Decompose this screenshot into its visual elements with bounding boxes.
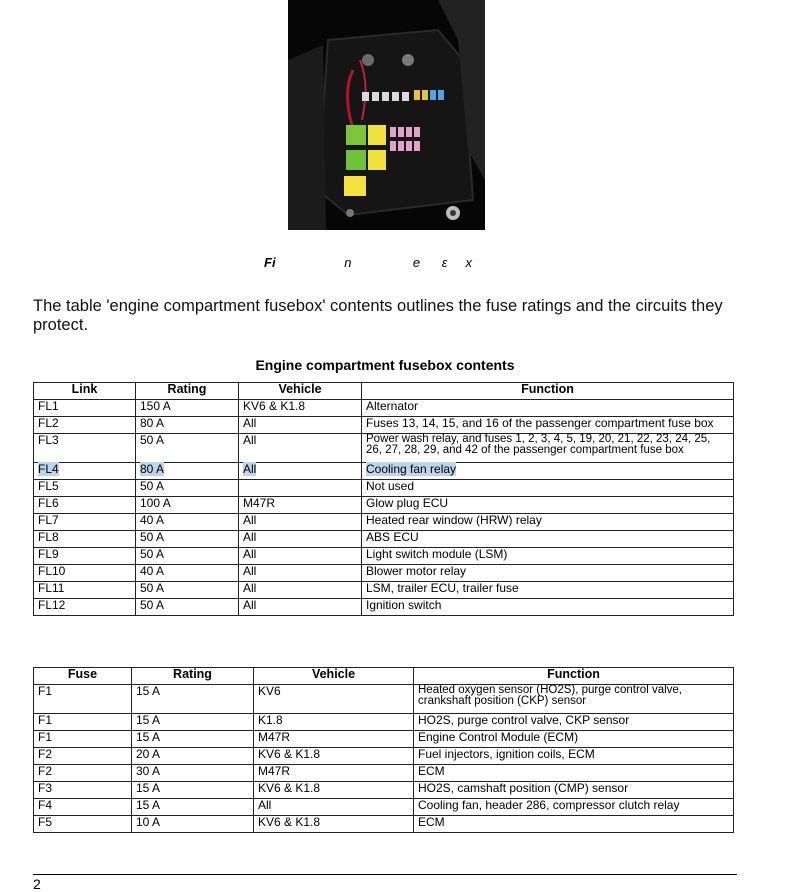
caption-part-1: Fi	[264, 255, 276, 270]
cell-vehicle	[254, 748, 414, 765]
cell-vehicle	[239, 565, 362, 582]
cell-rating	[132, 714, 254, 731]
cell-text: FL4	[38, 462, 59, 476]
cell-id	[34, 799, 132, 816]
cell-rating	[136, 599, 239, 616]
cell-text: FL6	[38, 496, 59, 510]
cell-rating	[136, 514, 239, 531]
cell-function	[362, 417, 734, 434]
cell-id	[34, 417, 136, 434]
cell-text: All	[243, 547, 257, 561]
cell-text: M47R	[258, 764, 291, 778]
cell-rating	[132, 799, 254, 816]
cell-rating	[132, 748, 254, 765]
cell-text: Power wash relay, and fuses 1, 2, 3, 4, 5, 19, 20, 21, 22, 23, 24, 25, 26, 27, 28, 29, and 42 of the passenger compartment fuse box	[366, 433, 711, 456]
cell-vehicle	[239, 531, 362, 548]
cell-vehicle	[254, 816, 414, 833]
cell-vehicle	[239, 463, 362, 480]
cell-rating	[132, 731, 254, 748]
table-title: Engine compartment fusebox contents	[255, 357, 515, 373]
cell-text: FL9	[38, 547, 59, 561]
cell-text: K1.8	[258, 713, 283, 727]
cell-function	[362, 480, 734, 497]
cell-text: All	[243, 416, 257, 430]
cell-id	[34, 748, 132, 765]
cell-text: Heated oxygen sensor (HO2S), purge control valve, crankshaft position (CKP) sensor	[418, 684, 682, 707]
cell-id	[34, 782, 132, 799]
caption-part-4: ε	[441, 255, 448, 270]
cell-function	[362, 514, 734, 531]
cell-id	[34, 765, 132, 782]
cell-rating	[136, 565, 239, 582]
cell-rating	[136, 400, 239, 417]
header-rating: Rating	[132, 668, 254, 685]
cell-text: F2	[38, 764, 53, 778]
cell-text: F2	[38, 747, 53, 761]
cell-rating	[132, 685, 254, 714]
cell-text: All	[243, 564, 257, 578]
cell-text: All	[243, 530, 257, 544]
cell-text: KV6 & K1.8	[243, 399, 306, 413]
cell-function	[362, 548, 734, 565]
cell-text: 50 A	[140, 581, 165, 595]
table-row	[34, 548, 734, 565]
table-row	[34, 400, 734, 417]
cell-id	[34, 816, 132, 833]
header-rating: Rating	[136, 383, 239, 400]
cell-vehicle	[239, 434, 362, 463]
cell-function	[414, 685, 734, 714]
table-row	[34, 748, 734, 765]
cell-rating	[136, 434, 239, 463]
cell-id	[34, 548, 136, 565]
cell-id	[34, 685, 132, 714]
cell-rating	[136, 417, 239, 434]
cell-text: Fuel injectors, ignition coils, ECM	[418, 747, 595, 761]
fusebox-photo	[288, 0, 485, 230]
cell-text: F5	[38, 815, 53, 829]
cell-text: All	[243, 433, 257, 447]
cell-id	[34, 565, 136, 582]
cell-text: KV6 & K1.8	[258, 747, 321, 761]
cell-text: 10 A	[136, 815, 161, 829]
cell-rating	[132, 816, 254, 833]
cell-text: Light switch module (LSM)	[366, 547, 508, 561]
cell-id	[34, 582, 136, 599]
fuse-table	[33, 667, 734, 833]
table-row	[34, 765, 734, 782]
cell-rating	[132, 765, 254, 782]
cell-rating	[136, 480, 239, 497]
table-row	[34, 514, 734, 531]
cell-vehicle	[239, 497, 362, 514]
cell-text: 40 A	[140, 513, 165, 527]
table-row	[34, 497, 734, 514]
cell-text: F1	[38, 730, 53, 744]
figure-caption	[264, 255, 472, 270]
cell-function	[414, 714, 734, 731]
cell-text: 50 A	[140, 479, 165, 493]
table-row	[34, 782, 734, 799]
cell-text: F1	[38, 713, 53, 727]
header-link: Link	[34, 383, 136, 400]
cell-text: Cooling fan, header 286, compressor clutch relay	[418, 798, 680, 812]
header-fuse: Fuse	[34, 668, 132, 685]
cell-text: Engine Control Module (ECM)	[418, 730, 579, 744]
cell-text: All	[243, 462, 257, 476]
cell-text: ABS ECU	[366, 530, 419, 544]
cell-rating	[136, 497, 239, 514]
cell-id	[34, 480, 136, 497]
table-row	[34, 816, 734, 833]
cell-vehicle	[254, 731, 414, 748]
cell-vehicle	[254, 799, 414, 816]
cell-text: ECM	[418, 815, 445, 829]
cell-id	[34, 714, 132, 731]
cell-text: FL5	[38, 479, 59, 493]
header-function: Function	[414, 668, 734, 685]
cell-text: All	[243, 598, 257, 612]
cell-text: F4	[38, 798, 53, 812]
cell-vehicle	[239, 599, 362, 616]
cell-function	[414, 799, 734, 816]
table-row	[34, 685, 734, 714]
cell-text: LSM, trailer ECU, trailer fuse	[366, 581, 519, 595]
cell-vehicle	[254, 685, 414, 714]
cell-text: 50 A	[140, 598, 165, 612]
table-row	[34, 799, 734, 816]
cell-text: All	[243, 513, 257, 527]
table-row	[34, 531, 734, 548]
cell-text: 100 A	[140, 496, 171, 510]
page-number: 2	[33, 876, 41, 892]
cell-vehicle	[239, 548, 362, 565]
cell-text: ECM	[418, 764, 445, 778]
cell-text: FL1	[38, 399, 59, 413]
cell-vehicle	[239, 417, 362, 434]
cell-text: 15 A	[136, 713, 161, 727]
cell-text: 50 A	[140, 547, 165, 561]
cell-text: Alternator	[366, 399, 419, 413]
cell-rating	[136, 531, 239, 548]
cell-text: Blower motor relay	[366, 564, 467, 578]
cell-id	[34, 531, 136, 548]
header-function: Function	[362, 383, 734, 400]
cell-text: Not used	[366, 479, 415, 493]
table-row	[34, 480, 734, 497]
cell-text: 15 A	[136, 684, 161, 698]
cell-function	[362, 434, 734, 463]
cell-vehicle	[254, 765, 414, 782]
cell-vehicle	[254, 782, 414, 799]
cell-text: 15 A	[136, 730, 161, 744]
cell-text: 20 A	[136, 747, 161, 761]
cell-function	[414, 748, 734, 765]
cell-text: FL8	[38, 530, 59, 544]
fusebox-image	[288, 0, 485, 230]
table-row	[34, 582, 734, 599]
cell-id	[34, 599, 136, 616]
cell-text: All	[243, 581, 257, 595]
cell-text: Heated rear window (HRW) relay	[366, 513, 542, 527]
cell-text: M47R	[258, 730, 291, 744]
cell-text: Fuses 13, 14, 15, and 16 of the passenger compartment fuse box	[366, 416, 714, 430]
cell-vehicle	[239, 514, 362, 531]
cell-text: FL7	[38, 513, 59, 527]
cell-id	[34, 731, 132, 748]
table-header-row	[34, 383, 734, 400]
cell-text: FL11	[38, 581, 65, 595]
cell-text: M47R	[243, 496, 276, 510]
table-header-row	[34, 668, 734, 685]
cell-function	[362, 599, 734, 616]
cell-rating	[136, 582, 239, 599]
table-row	[34, 463, 734, 480]
footer-rule	[33, 874, 737, 875]
cell-text: FL10	[38, 564, 66, 578]
caption-part-3: e	[412, 255, 421, 270]
cell-vehicle	[239, 582, 362, 599]
cell-vehicle	[239, 400, 362, 417]
cell-text: Glow plug ECU	[366, 496, 449, 510]
cell-vehicle	[254, 714, 414, 731]
cell-text: 15 A	[136, 781, 161, 795]
fusible-link-table	[33, 382, 734, 616]
header-vehicle: Vehicle	[254, 668, 414, 685]
cell-text: 150 A	[140, 399, 171, 413]
caption-part-5: x	[465, 255, 473, 270]
intro-paragraph: The table 'engine compartment fusebox' contents outlines the fuse ratings and the circuits they protect.	[33, 297, 723, 334]
cell-id	[34, 514, 136, 531]
cell-text: 50 A	[140, 433, 165, 447]
cell-text: FL2	[38, 416, 59, 430]
cell-text: Ignition switch	[366, 598, 442, 612]
cell-rating	[136, 548, 239, 565]
cell-rating	[132, 782, 254, 799]
cell-function	[414, 782, 734, 799]
table-row	[34, 417, 734, 434]
cell-function	[362, 565, 734, 582]
cell-text: F1	[38, 684, 53, 698]
cell-text: 40 A	[140, 564, 165, 578]
table-row	[34, 731, 734, 748]
cell-text: KV6 & K1.8	[258, 781, 321, 795]
cell-id	[34, 497, 136, 514]
cell-function	[362, 463, 734, 480]
table-row	[34, 565, 734, 582]
cell-function	[362, 531, 734, 548]
caption-part-2: n	[344, 255, 352, 270]
cell-text: FL12	[38, 598, 66, 612]
cell-text: KV6 & K1.8	[258, 815, 321, 829]
cell-text: FL3	[38, 433, 59, 447]
cell-function	[362, 497, 734, 514]
cell-text: Cooling fan relay	[366, 462, 457, 476]
cell-text: 80 A	[140, 416, 165, 430]
cell-text: 80 A	[140, 462, 165, 476]
cell-text: 15 A	[136, 798, 161, 812]
cell-text: F3	[38, 781, 53, 795]
cell-text: All	[258, 798, 272, 812]
cell-rating	[136, 463, 239, 480]
table-row	[34, 434, 734, 463]
cell-function	[362, 582, 734, 599]
cell-text: HO2S, purge control valve, CKP sensor	[418, 713, 630, 727]
table-row	[34, 599, 734, 616]
cell-function	[414, 731, 734, 748]
cell-function	[414, 816, 734, 833]
cell-text: 50 A	[140, 530, 165, 544]
cell-text: KV6	[258, 684, 281, 698]
cell-id	[34, 463, 136, 480]
cell-vehicle	[239, 480, 362, 497]
cell-function	[414, 765, 734, 782]
table-row	[34, 714, 734, 731]
cell-id	[34, 434, 136, 463]
header-vehicle: Vehicle	[239, 383, 362, 400]
cell-text: 30 A	[136, 764, 161, 778]
cell-function	[362, 400, 734, 417]
cell-text: HO2S, camshaft position (CMP) sensor	[418, 781, 629, 795]
cell-id	[34, 400, 136, 417]
